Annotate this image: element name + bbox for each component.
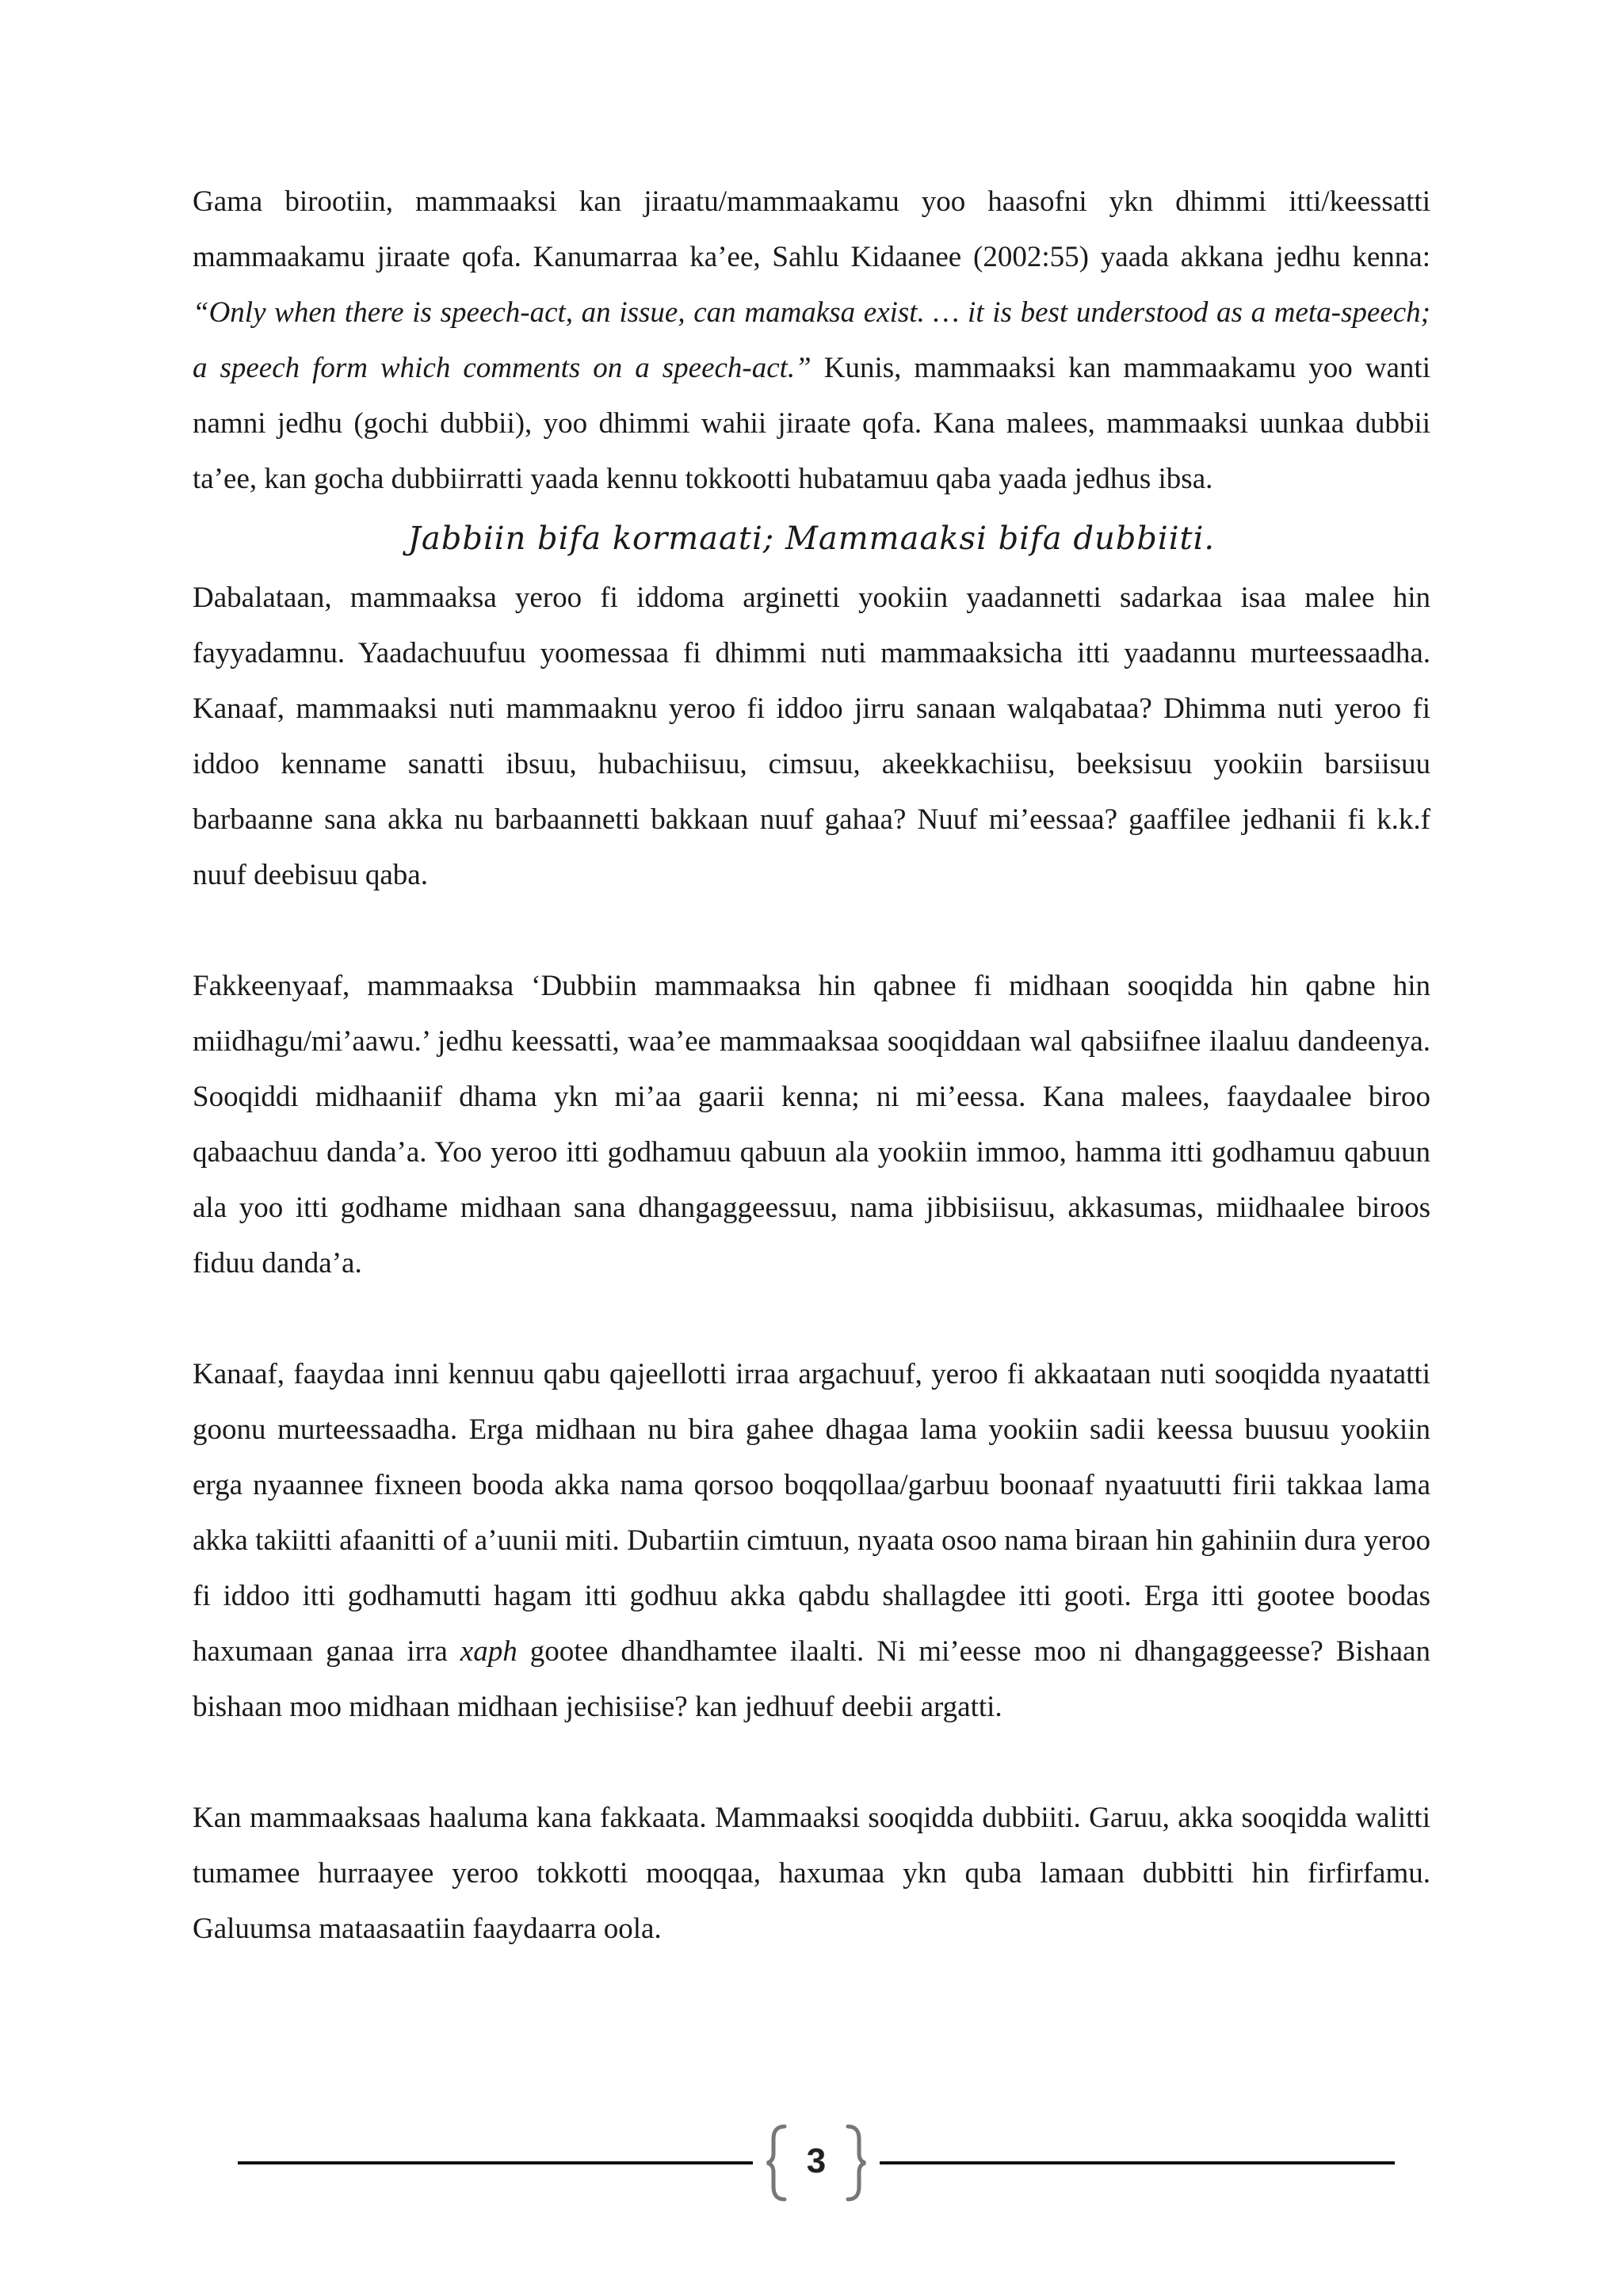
paragraph-1-text-a: Gama birootiin, mammaaksi kan jiraatu/mammaakamu yoo haasofni ykn dhimmi itti/keessatti mammaakamu jiraate qofa. Kanumarraa ka’ee, Sahlu Kidaanee (2002:55) yaada akkana jedhu kenna: [193, 185, 1430, 273]
paragraph-4 [193, 1347, 1430, 1735]
paragraph-4-text-a: Kanaaf, faaydaa inni kennuu qabu qajeellotti irraa argachuuf, yeroo fi akkaataan nuti sooqidda nyaatatti goonu murteessaadha. Erga midhaan nu bira gahee dhagaa lama yookiin sadii keessa buusuu yookiin erga nyaannee fixneen booda akka nama qorsoo boqqollaa/garbuu boonaaf nyaatuutti firii takkaa lama akka takiitti afaanitti of a’uunii miti. Dubartiin cimtuun, nyaata osoo nama biraan hin gahiniin dura yeroo fi iddoo itti godhamutti hagam itti godhuu akka qabdu shallagdee itti gooti. Erga itti gootee boodas haxumaan ganaa irra [193, 1358, 1430, 1668]
paragraph-gap [193, 1291, 1430, 1347]
page-number: 3 [806, 2142, 827, 2180]
paragraph-3: Fakkeenyaaf, mammaaksa ‘Dubbiin mammaaksa hin qabnee fi midhaan sooqidda hin qabne hin miidhagu/mi’aawu.’ jedhu keessatti, waa’ee mammaaksaa sooqiddaan wal qabsiifnee ilaaluu dandeenya. Sooqiddi midhaaniif dhama ykn mi’aa gaarii kenna; ni mi’eessa. Kana malees, faaydaalee biroo qabaachuu danda’a. Yoo yeroo itti godhamuu qabuun ala yookiin immoo, hamma itti godhamuu qabuun ala yoo itti godhame midhaan sana dhangaggeessuu, nama jibbisiisuu, akkasumas, miidhaalee biroos fiduu danda’a. [193, 970, 1430, 1280]
footer-rule-right [880, 2161, 1395, 2164]
page-body [193, 174, 1430, 1957]
paragraph-2: Dabalataan, mammaaksa yeroo fi iddoma arginetti yookiin yaadannetti sadarkaa isaa malee hin fayyadamnu. Yaadachuufuu yoomessaa fi dhimmi nuti mammaaksicha itti yaadannu murteessaadha. Kanaaf, mammaaksi nuti mammaaknu yeroo fi iddoo jirru sanaan walqabataa? Dhimma nuti yeroo fi iddoo kenname sanatti ibsuu, hubachiisuu, cimsuu, akeekkachiisu, beeksisuu yookiin barsiisuu barbaanne sana akka nu barbaannetti bakkaan nuuf gahaa? Nuuf mi’eessaa? gaaffilee jedhanii fi k.k.f nuuf deebisuu qaba. [193, 582, 1430, 891]
paragraph-4-text-b: gootee dhandhamtee ilaalti. Ni mi’eesse moo ni dhangaggeesse? Bishaan bishaan moo midhaan midhaan jechisiise? kan jedhuuf deebii argatti. [193, 1635, 1430, 1723]
page-footer [238, 2123, 1395, 2203]
paragraph-5: Kan mammaaksaas haaluma kana fakkaata. Mammaaksi sooqidda dubbiiti. Garuu, akka sooqidda walitti tumamee hurraayee yeroo tokkotti mooqqaa, haxumaa ykn quba lamaan dubbitti hin firfirfamu. Galuumsa mataasaatiin faaydaarra oola. [193, 1802, 1430, 1945]
right-brace-icon [824, 2123, 872, 2203]
paragraph-1-text-b: Kunis, mammaaksi kan mammaakamu yoo wanti namni jedhu (gochi dubbii), yoo dhimmi wahii jiraate qofa. Kana malees, mammaaksi uunkaa dubbii ta’ee, kan gocha dubbiirratti yaada kennu tokkootti hubatamuu qaba yaada jedhus ibsa. [193, 352, 1430, 495]
footer-rule-left [238, 2161, 753, 2164]
paragraph-4-emphasis: xaph [460, 1635, 517, 1668]
paragraph-1-quote: “Only when there is speech-act, an issue, can mamaksa exist. … it is best understood as a meta-speech; a speech form which comments on a speech-act.” [193, 296, 1430, 384]
paragraph-gap [193, 1735, 1430, 1791]
proverb-heading: Jabbiin bifa kormaati; Mammaaksi bifa dubbiiti. [407, 521, 1216, 557]
paragraph-gap [193, 903, 1430, 959]
paragraph-1 [193, 174, 1430, 507]
